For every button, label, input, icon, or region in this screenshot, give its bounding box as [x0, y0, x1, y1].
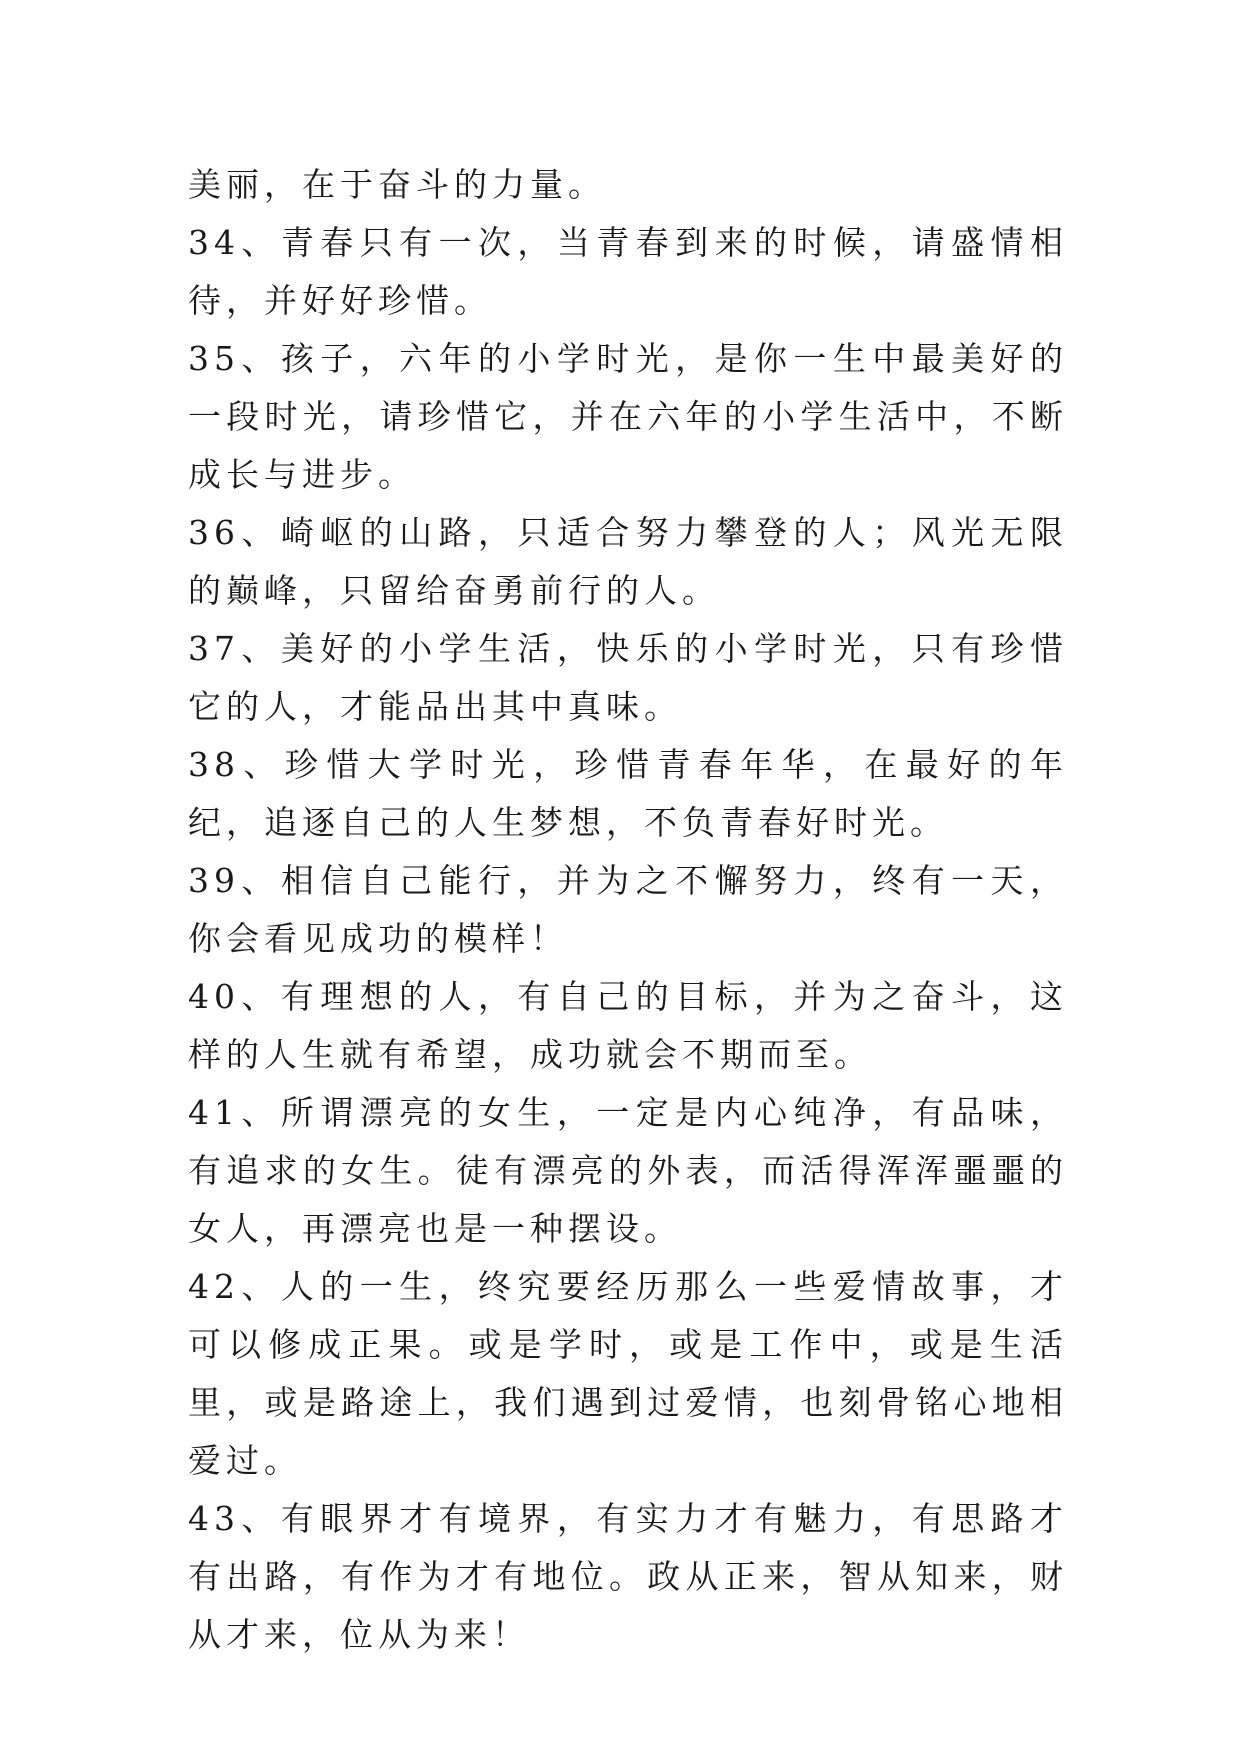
paragraph-41: 41、所谓漂亮的女生，一定是内心纯净，有品味，有追求的女生。徒有漂亮的外表，而活得浑浑噩噩的女人，再漂亮也是一种摆设。 — [188, 1093, 1068, 1248]
paragraph-43: 43、有眼界才有境界，有实力才有魅力，有思路才有出路，有作为才有地位。政从正来，智从知来，财从才来，位从为来！ — [188, 1499, 1068, 1654]
paragraph-35: 35、孩子，六年的小学时光，是你一生中最美好的一段时光，请珍惜它，并在六年的小学生活中，不断成长与进步。 — [188, 339, 1068, 494]
paragraph-39: 39、相信自己能行，并为之不懈努力，终有一天，你会看见成功的模样！ — [188, 861, 1068, 958]
document-body — [188, 156, 1068, 1664]
paragraph-34: 34、青春只有一次，当青春到来的时候，请盛情相待，并好好珍惜。 — [188, 223, 1068, 320]
paragraph-36: 36、崎岖的山路，只适合努力攀登的人；风光无限的巅峰，只留给奋勇前行的人。 — [188, 513, 1068, 610]
paragraph-37: 37、美好的小学生活，快乐的小学时光，只有珍惜它的人，才能品出其中真味。 — [188, 629, 1068, 726]
paragraph-42: 42、人的一生，终究要经历那么一些爱情故事，才可以修成正果。或是学时，或是工作中，或是生活里，或是路途上，我们遇到过爱情，也刻骨铭心地相爱过。 — [188, 1267, 1068, 1480]
paragraph-38: 38、珍惜大学时光，珍惜青春年华，在最好的年纪，追逐自己的人生梦想，不负青春好时光。 — [188, 745, 1068, 842]
paragraph-40: 40、有理想的人，有自己的目标，并为之奋斗，这样的人生就有希望，成功就会不期而至。 — [188, 977, 1068, 1074]
paragraph-continuation: 美丽，在于奋斗的力量。 — [188, 165, 606, 204]
